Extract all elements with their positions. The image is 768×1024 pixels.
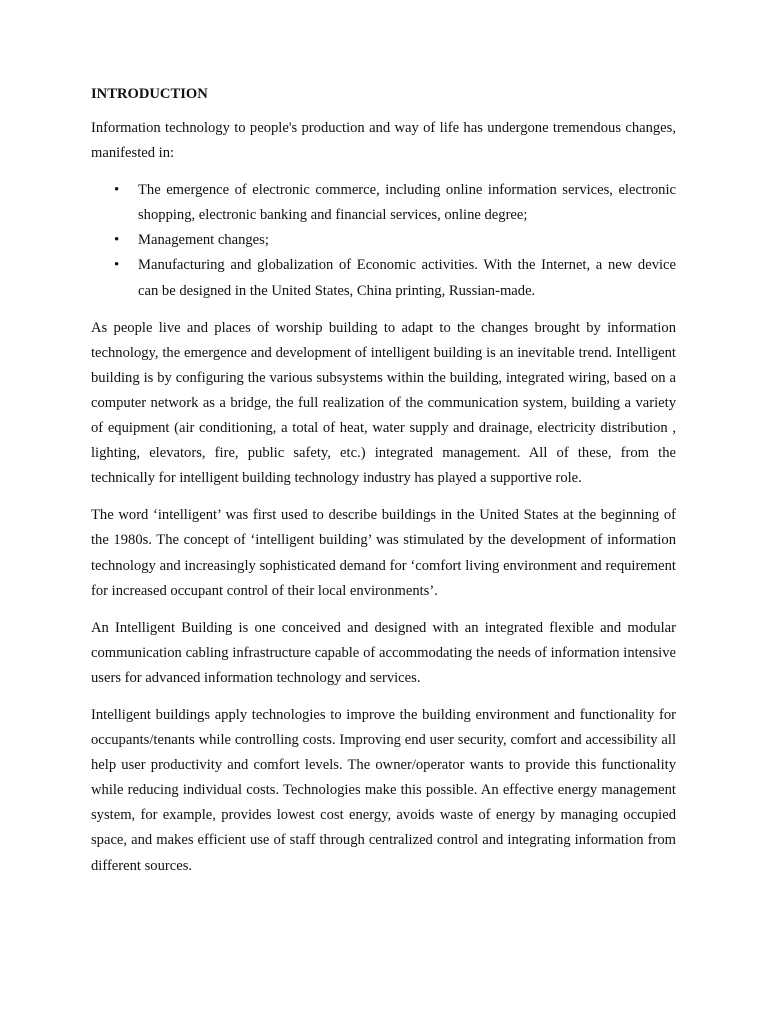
bullet-list — [91, 178, 676, 303]
bullet-item-ecommerce: • The emergence of electronic commerce, including online information services, electronic shopping, electronic banking and financial services, online degree; — [91, 178, 676, 228]
section-heading: INTRODUCTION — [91, 86, 208, 102]
paragraph-technologies: Intelligent buildings apply technologies to improve the building environment and functionality for occupants/tenants while controlling costs. Improving end user security, comfort and accessibility all help user productivity and comfort levels. The owner/operator wants to provide this functionality while reducing individual costs. Technologies make this possible. An effective energy management system, for example, provides lowest cost energy, avoids waste of energy by managing occupied space, and makes efficient use of staff through centralized control and integrating information from different sources. — [91, 706, 676, 874]
paragraph-origin-term: The word ‘intelligent’ was first used to describe buildings in the United States at the beginning of the 1980s. The concept of ‘intelligent building’ was stimulated by the development of information technology and increasingly sophisticated demand for ‘comfort living environment and requirement for increased occupant control of their local environments’. — [91, 507, 676, 599]
document-page — [91, 84, 676, 891]
intro-paragraph: Information technology to people's production and way of life has undergone tremendous changes, manifested in: — [91, 120, 676, 162]
bullet-item-manufacturing: • Manufacturing and globalization of Economic activities. With the Internet, a new device can be designed in the United States, China printing, Russian-made. — [91, 253, 676, 303]
bullet-item-management: • Management changes; — [91, 228, 676, 253]
paragraph-definition: An Intelligent Building is one conceived and designed with an integrated flexible and modular communication cabling infrastructure capable of accommodating the needs of information intensive users for advanced information technology and services. — [91, 619, 676, 686]
paragraph-intelligent-building: As people live and places of worship building to adapt to the changes brought by information technology, the emergence and development of intelligent building is an inevitable trend. Intelligent building is by configuring the various subsystems within the building, integrated wiring, based on a computer network as a bridge, the full realization of the communication system, building a variety of equipment (air conditioning, a total of heat, water supply and drainage, electricity distribution , lighting, elevators, fire, public safety, etc.) integrated management. All of these, from the technically for intelligent building technology industry has played a supportive role. — [91, 319, 676, 487]
